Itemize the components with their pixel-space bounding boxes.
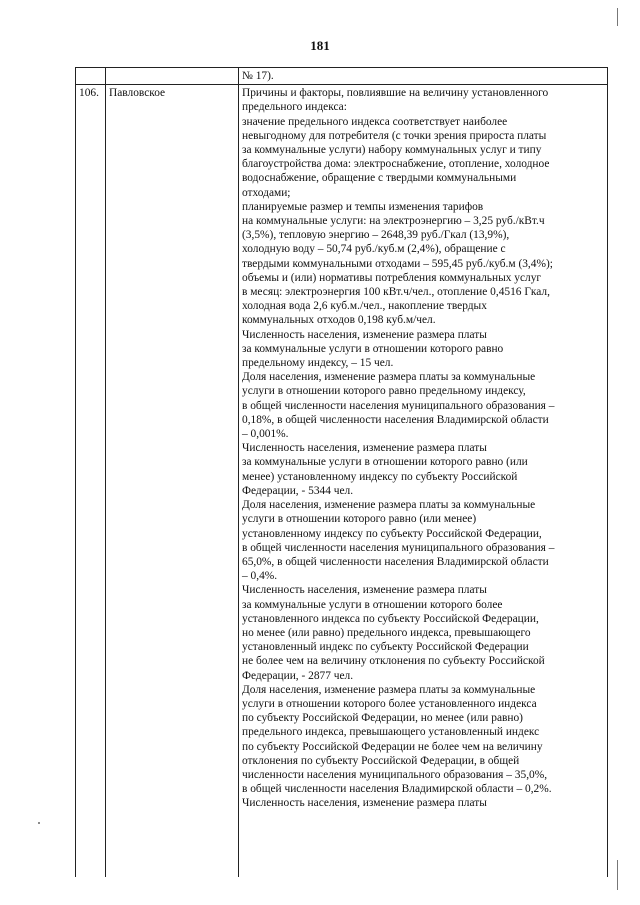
description-line: благоустройства дома: электроснабжение, отопление, холодное — [242, 158, 550, 171]
description-line: за коммунальные услуги в отношении которого равно (или — [242, 456, 528, 469]
description-line: твердыми коммунальными отходами – 595,45 руб./куб.м (3,4%); — [242, 257, 553, 270]
description-line: не более чем на величину отклонения по субъекту Российской — [242, 655, 545, 668]
scan-speck — [38, 822, 40, 824]
description-line: (3,5%), тепловую энергию – 2648,39 руб./Гкал (13,9%), — [242, 229, 510, 242]
description-line: менее) установленному индексу по субъекту Российской — [242, 470, 518, 483]
description-line: водоснабжение, обращение с твердыми коммунальными — [242, 172, 517, 185]
description-line: по субъекту Российской Федерации, но менее (или равно) — [242, 712, 523, 725]
description-line: установленного индекса по субъекту Российской Федерации, — [242, 612, 539, 625]
description-line: по субъекту Российской Федерации не более чем на величину — [242, 740, 543, 753]
description-line: Доля населения, изменение размера платы за коммунальные — [242, 683, 536, 696]
description-line: – 0,001%. — [242, 428, 289, 441]
description-line: Доля населения, изменение размера платы за коммунальные — [242, 499, 536, 512]
scan-edge-mark — [617, 860, 618, 890]
description-line: услуги в отношении которого равно предельному индексу, — [242, 385, 526, 398]
description-line: Численность населения, изменение размера платы — [242, 442, 487, 455]
description-line: в общей численности населения муниципального образования – — [242, 399, 555, 412]
description-line: в общей численности населения Владимирской области – 0,2%. — [242, 783, 552, 796]
description-line: предельного индекса: — [242, 101, 347, 114]
description-line: значение предельного индекса соответствует наиболее — [242, 115, 508, 128]
scan-edge-mark — [617, 8, 618, 26]
description-line: отходами; — [242, 186, 291, 199]
description-line: холодная вода 2,6 куб.м./чел., накопление твердых — [242, 300, 487, 313]
municipality-name: Павловское — [106, 85, 239, 878]
description-line: невыгодному для потребителя (с точки зрения прироста платы — [242, 129, 547, 142]
description-line: в общей численности населения муниципального образования – — [242, 541, 555, 554]
description-line: отклонения по субъекту Российской Федерации, в общей — [242, 754, 520, 767]
cell-text: № 17). — [239, 68, 608, 85]
description-line: установленный индекс по субъекту Российской Федерации — [242, 641, 529, 654]
table-row — [76, 85, 608, 878]
table-row-continuation — [76, 68, 608, 85]
description-line: 0,18%, в общей численности населения Владимирской области — [242, 413, 549, 426]
description-line: услуги в отношении которого более установленного индекса — [242, 697, 537, 710]
description-line: на коммунальные услуги: на электроэнергию – 3,25 руб./кВт.ч — [242, 215, 545, 228]
description-line: Федерации, - 2877 чел. — [242, 669, 354, 682]
description-line: предельного индекса, превышающего установленный индекс — [242, 726, 540, 739]
description-line: холодную воду – 50,74 руб./куб.м (2,4%), обращение с — [242, 243, 506, 256]
description-line: 65,0%, в общей численности населения Владимирской области — [242, 555, 549, 568]
description-line: Численность населения, изменение размера платы — [242, 328, 487, 341]
description-line: Численность населения, изменение размера платы — [242, 584, 487, 597]
description-line: – 0,4%. — [242, 570, 278, 583]
description-line: установленному индексу по субъекту Российской Федерации, — [242, 527, 542, 540]
description-line: предельному индексу, – 15 чел. — [242, 357, 394, 370]
cell-name — [106, 68, 239, 85]
description-line: планируемые размер и темпы изменения тарифов — [242, 200, 484, 213]
description-line: Федерации, - 5344 чел. — [242, 484, 354, 497]
document-table — [75, 67, 608, 877]
description-line: за коммунальные услуги в отношении которого более — [242, 598, 503, 611]
page-number: 181 — [310, 38, 330, 53]
row-number: 106. — [76, 85, 106, 878]
description-line: за коммунальные услуги в отношении которого равно — [242, 342, 504, 355]
description-line: объемы и (или) нормативы потребления коммунальных услуг — [242, 271, 542, 284]
description-line: коммунальных отходов 0,198 куб.м/чел. — [242, 314, 436, 327]
description-line: за коммунальные услуги) набору коммунальных услуг и типу — [242, 144, 542, 157]
description-line: но менее (или равно) предельного индекса, превышающего — [242, 626, 531, 639]
description-line: Доля населения, изменение размера платы за коммунальные — [242, 371, 536, 384]
description-line: Численность населения, изменение размера платы — [242, 797, 487, 810]
description-line: услуги в отношении которого равно (или менее) — [242, 513, 477, 526]
description-line: в месяц: электроэнергия 100 кВт.ч/чел., отопление 0,4516 Гкал, — [242, 286, 550, 299]
cell-number — [76, 68, 106, 85]
description-line: Причины и факторы, повлиявшие на величину установленного — [242, 87, 549, 100]
row-description — [239, 85, 608, 878]
description-line: численности населения муниципального образования – 35,0%, — [242, 768, 548, 781]
